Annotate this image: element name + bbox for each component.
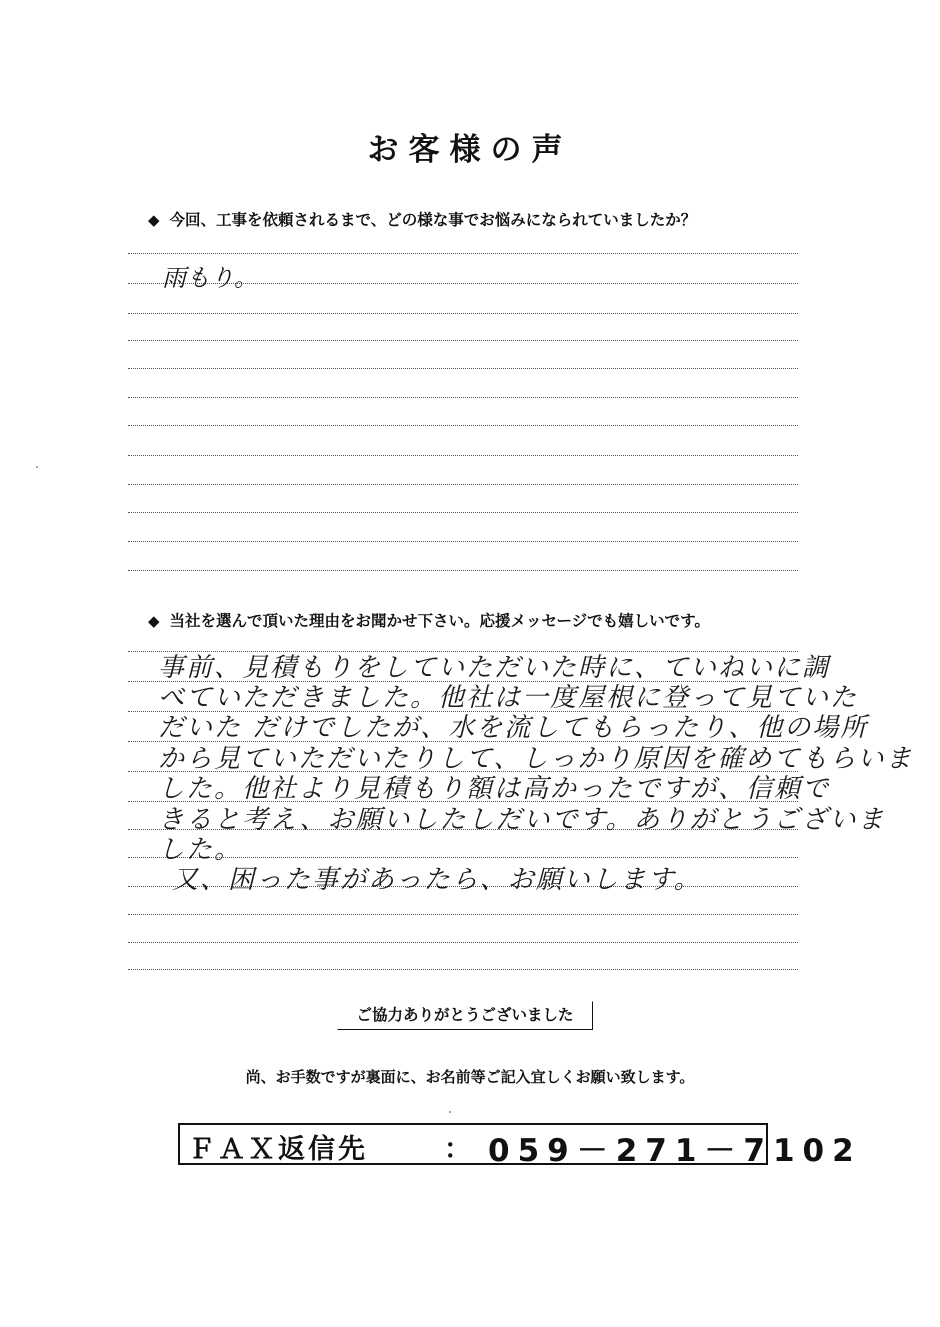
ruled-line	[128, 397, 798, 398]
ruled-line	[128, 570, 798, 571]
answer-2-line: した。	[158, 835, 243, 865]
ruled-line	[128, 455, 798, 456]
ruled-line	[128, 541, 798, 542]
ruled-line	[128, 942, 798, 943]
ruled-line	[128, 484, 798, 485]
question-1	[148, 208, 696, 230]
ruled-line	[128, 512, 798, 513]
answer-1-handwriting: 雨もり。	[162, 264, 258, 292]
answer-2-line: 又、困った事があったら、お願いします。	[172, 865, 702, 895]
thanks-banner: ご協力ありがとうございました	[337, 1001, 593, 1030]
question-2-text: 当社を選んで頂いた理由をお聞かせ下さい。応援メッセージでも嬉しいです。	[169, 612, 710, 630]
back-side-note: 尚、お手数ですが裏面に、お名前等ご記入宜しくお願い致します。	[245, 1068, 695, 1086]
diamond-bullet-icon: ◆	[148, 612, 160, 630]
answer-2-line: べていただきました。他社は一度屋根に登って見ていた	[158, 683, 859, 713]
ruled-line	[128, 425, 798, 426]
answer-2-line: した。他社より見積もり額は高かったですが、信頼で	[158, 774, 831, 804]
fax-label: ＦＡＸ返信先	[188, 1134, 368, 1165]
diamond-bullet-icon: ◆	[148, 211, 160, 229]
scan-speck	[449, 1111, 451, 1113]
answer-2-line: 事前、見積もりをしていただいた時に、ていねいに調	[158, 653, 831, 683]
ruled-line	[128, 340, 798, 341]
answer-2-line: から見ていただいたりして、しっかり原因を確めてもらいま	[158, 744, 914, 774]
ruled-line	[128, 368, 798, 369]
fax-separator: ：	[444, 1134, 471, 1165]
ruled-line	[128, 253, 798, 254]
ruled-line	[128, 313, 798, 314]
scan-speck	[36, 466, 38, 468]
page-title: お客様の声	[367, 132, 573, 168]
ruled-line	[128, 969, 798, 970]
answer-2-line: きると考え、お願いしたしだいです。ありがとうございま	[158, 805, 886, 835]
ruled-line	[128, 914, 798, 915]
question-1-text: 今回、工事を依頼されるまで、どの様な事でお悩みになられていましたか？	[169, 211, 697, 229]
question-2	[148, 609, 710, 631]
fax-reply-box	[178, 1123, 862, 1169]
fax-number: 059－271－7102	[488, 1133, 862, 1169]
answer-2-line: だいた だけでしたが、水を流してもらったり、他の場所	[158, 713, 869, 743]
